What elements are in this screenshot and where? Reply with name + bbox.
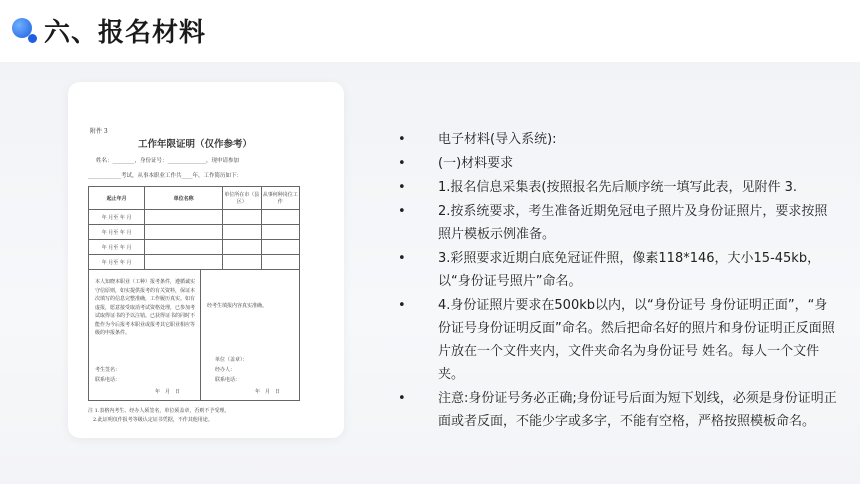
logo-dots-icon [12, 18, 38, 44]
form-table-row [89, 240, 300, 255]
bullet-item: • (一)材料要求 [398, 152, 838, 175]
form-table-cell: 年 月至 年 月 [89, 240, 145, 255]
form-line-1: 姓名：________，身份证号：______________，现申请参加 [96, 158, 240, 164]
form-attachment-label: 附件 3 [90, 128, 108, 135]
form-table-header-cell: 单位所在市（县区） [222, 187, 261, 210]
bullet-item: • 电子材料(导入系统): [398, 128, 838, 151]
form-table [88, 186, 300, 270]
materials-bullet-list [398, 128, 838, 433]
form-table-cell: 年 月至 年 月 [89, 225, 145, 240]
form-table-header-cell: 从事何种岗位工作 [261, 187, 299, 210]
form-note-2: 2.此证明仅作报考等级认定证书凭据，不作其他用途。 [88, 417, 213, 423]
bullet-item: • 3.彩照要求近期白底免冠证件照，像素118*146，大小15-45kb，以“身份证号照片”命名。 [398, 247, 838, 293]
form-declaration-text: 本人知晓本职业（工种）报考条件，遵循诚实守信原则，如实提供报考的有关资料，保证本次填写的信息完整准确，工作履历真实。如有虚报，愿意接受取消考试资格处理，已参加考试取得证书的予以注销。已获得证书的同时不能作为今后报考本职业或报考其它职业相应等级的申报条件。 [95, 279, 196, 336]
slide-header [0, 0, 860, 62]
form-right-note: 经考生填报内容真实准确。 [207, 303, 268, 309]
form-line-2: ____________考试，从事本职业工作共____年，工作简历如下： [88, 173, 243, 179]
bullet-item: • 注意:身份证号务必正确;身份证号后面为短下划线，必须是身份证明正面或者反面，不能少字或多字，不能有空格，严格按照模板命名。 [398, 387, 838, 433]
form-unit-phone: 联系电话： [215, 377, 241, 383]
form-applicant-phone: 联系电话： [95, 377, 121, 383]
form-table-header-cell: 单位名称 [145, 187, 223, 210]
form-table-header [89, 187, 300, 210]
form-table-header-cell: 起止年月 [89, 187, 145, 210]
form-declaration-box [88, 269, 300, 401]
form-date-left: 年 月 日 [155, 389, 181, 395]
form-table-cell: 年 月至 年 月 [89, 210, 145, 225]
form-applicant-sign: 考生签名： [95, 367, 121, 373]
form-unit-seal: 单位（盖章）： [215, 357, 248, 363]
logo-dot-small [28, 34, 37, 43]
form-table-row [89, 210, 300, 225]
bullet-item: • 1.报名信息采集表(按照报名先后顺序统一填写此表，见附件 3. [398, 176, 838, 199]
form-table-cell: 年 月至 年 月 [89, 255, 145, 270]
bullet-item: • 2.按系统要求，考生准备近期免冠电子照片及身份证照片，要求按照照片模板示例准备。 [398, 200, 838, 246]
form-box-divider [200, 270, 201, 400]
form-title: 工作年限证明（仅作参考） [137, 139, 252, 150]
page-title: 六、报名材料 [44, 18, 207, 48]
form-date-right: 年 月 日 [255, 389, 281, 395]
form-table-row [89, 225, 300, 240]
form-note-1: 注 1.表格内考生、经办人须签名，单位须盖章，否则不予受理。 [88, 408, 230, 414]
form-table-row [89, 255, 300, 270]
bullet-item: • 4.身份证照片要求在500kb以内，以“身份证号 身份证明正面”，“身份证号身份证明反面”命名。然后把命名好的照片和身份证明正反面照片放在一个文件夹内，文件夹命名为身份证号 姓名。每人一个文件夹。 [398, 294, 838, 386]
form-handler: 经办人： [215, 367, 236, 373]
